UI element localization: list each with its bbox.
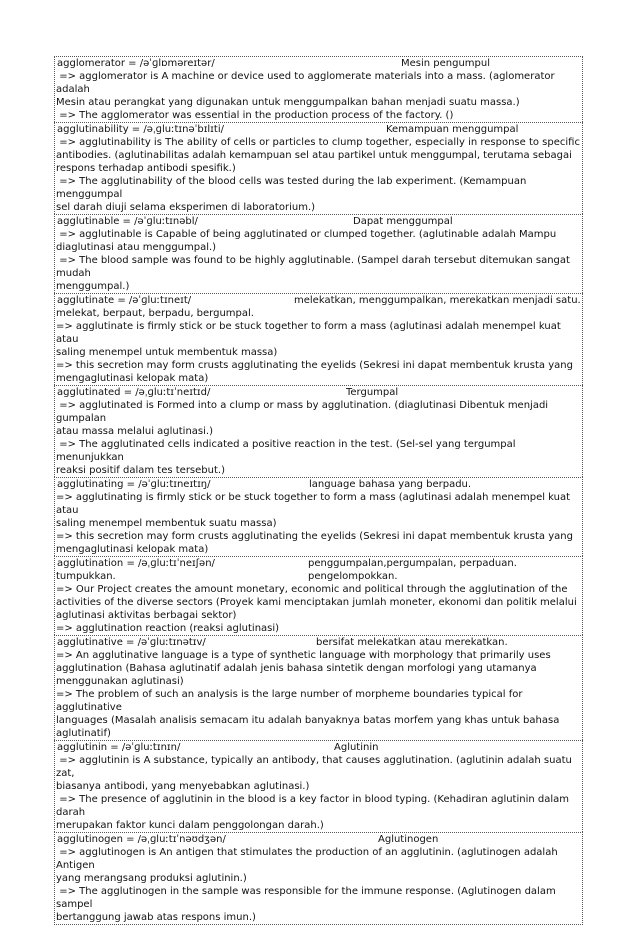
translation: melekatkan, menggumpalkan, merekatkan menjadi satu. [294, 295, 581, 306]
dictionary-entry [54, 214, 583, 293]
definition-line: diaglutinasi atau menggumpal.) [56, 242, 217, 253]
definition-line: => The presence of agglutinin in the blood is a key factor in blood typing. (Kehadiran aglutinin dalam darah [56, 794, 573, 818]
entry-heading [56, 294, 581, 307]
definition-line: => The agglutinogen in the sample was responsible for the immune response. (Aglutinogen dalam sampel [56, 886, 559, 910]
headword: agglutinating = /əˈɡluːtɪneɪtɪŋ/ [57, 479, 211, 490]
dictionary-entry [54, 635, 583, 740]
definition-line: => agglutinating is firmly stick or be stuck together to form a mass (aglutinasi adalah menempel kuat atau [56, 492, 574, 516]
entry-heading [56, 123, 581, 136]
definition-line: respons terhadap antibodi spesifik.) [56, 163, 236, 174]
definition-line: yang merangsang produksi aglutinin.) [56, 873, 247, 884]
definition-line: antibodies. (aglutinabilitas adalah kemampuan sel atau partikel untuk menggumpal, terutama sebagai [56, 150, 572, 161]
definition-line: => agglutinated is Formed into a clump or mass by agglutination. (diaglutinasi Dibentuk menjadi gumpalan [56, 400, 552, 424]
definition-line: bertanggung jawab atas respons imun.) [56, 912, 256, 923]
headword: agglomerator = /əˈɡlɒməreɪtər/ [57, 58, 215, 69]
definition-line: menggumpal.) [56, 281, 130, 292]
definition-line: => The agglutinability of the blood cells was tested during the lab experiment. (Kemampuan menggumpal [56, 176, 530, 200]
definition-line: saling menempel membentuk suatu massa) [56, 518, 277, 529]
definition-line: => agglutination reaction (reaksi aglutinasi) [56, 623, 280, 634]
definition-line: => agglutinin is A substance, typically an antibody, that causes agglutination. (aglutinin adalah suatu zat, [56, 755, 576, 779]
definition-line: aglutinatif) [56, 728, 111, 739]
definition-line: saling menempel untuk membentuk massa) [56, 347, 278, 358]
translation: Mesin pengumpul [401, 58, 491, 69]
entry-heading [56, 215, 581, 228]
entry-heading [56, 833, 581, 846]
definition-line: menggunakan aglutinasi) [56, 676, 184, 687]
entry-heading [56, 636, 581, 649]
dictionary-entry [54, 740, 583, 832]
definition-line: sel darah diuji selama eksperimen di laboratorium.) [56, 202, 316, 213]
dictionary-entry [54, 832, 583, 925]
definition-line: => agglutinate is firmly stick or be stuck together to form a mass (aglutinasi adalah menempel kuat atau [56, 321, 564, 345]
definition-line: aglutinasi aktivitas berbagai sektor) [56, 610, 237, 621]
definition-line: activities of the diverse sectors (Proyek kami menciptakan jumlah moneter, ekonomi dan politik melalui [56, 597, 577, 608]
translation: Aglutinogen [378, 834, 439, 845]
dictionary-sheet [54, 56, 583, 925]
definition-line: mengaglutinasi kelopak mata) [56, 373, 209, 384]
definition-line: melekat, berpaut, berpadu, bergumpal. [56, 308, 254, 319]
translation: Kemampuan menggumpal [386, 124, 519, 135]
dictionary-entry [54, 56, 583, 122]
headword: agglutinability = /əˌɡluːtɪnəˈbɪlɪti/ [57, 124, 224, 135]
definition-line: Mesin atau perangkat yang digunakan untuk menggumpalkan bahan menjadi suatu massa.) [56, 97, 520, 108]
definition-line: => The problem of such an analysis is the large number of morpheme boundaries typical for agglutinative [56, 689, 526, 713]
translation: bersifat melekatkan atau merekatkan. [316, 637, 508, 648]
translation: language bahasa yang berpadu. [309, 479, 472, 490]
headword: agglutinin = /əˈɡluːtɪnɪn/ [57, 742, 181, 753]
headword: agglutinogen = /əˌɡluːtɪˈnəʊdʒən/ [57, 834, 226, 845]
headword: agglutinable = /əˈɡluːtɪnəbl/ [57, 216, 198, 227]
definition-line: tumpukkan. [56, 571, 116, 582]
definition-line: => An agglutinative language is a type of synthetic language with morphology that primarily uses [56, 650, 551, 661]
definition-line: merupakan faktor kunci dalam penggolongan darah.) [56, 820, 324, 831]
dictionary-entry [54, 556, 583, 635]
definition-line: => The blood sample was found to be highly agglutinable. (Sampel darah tersebut ditemukan sangat mudah [56, 255, 574, 279]
definition-line: mengaglutinasi kelopak mata) [56, 544, 209, 555]
definition-line: languages (Masalah analisis semacam itu adalah banyaknya batas morfem yang khas untuk bahasa [56, 715, 560, 726]
headword: agglutination = /əˌɡluːtɪˈneɪʃən/ [57, 558, 215, 569]
definition-line: agglutination (Bahasa aglutinatif adalah jenis bahasa sintetik dengan morfologi yang utamanya [56, 663, 537, 674]
definition-line: => Our Project creates the amount monetary, economic and political through the agglutination of the [56, 584, 568, 595]
translation: Aglutinin [334, 742, 379, 753]
definition-line: => agglutinogen is An antigen that stimulates the production of an agglutinin. (aglutinogen adalah Antigen [56, 847, 561, 871]
headword: agglutinate = /əˈɡluːtɪneɪt/ [57, 295, 192, 306]
entry-heading [56, 386, 581, 399]
dictionary-entry [54, 477, 583, 556]
definition-line: => this secretion may form crusts agglutinating the eyelids (Sekresi ini dapat membentuk krusta yang [56, 360, 573, 371]
dictionary-entry [54, 293, 583, 385]
definition-line: => The agglomerator was essential in the production process of the factory. () [56, 110, 454, 121]
definition-line: => agglomerator is A machine or device used to agglomerate materials into a mass. (aglomerator adalah [56, 71, 558, 95]
definition-line: reaksi positif dalam tes tersebut.) [56, 465, 225, 476]
dictionary-entry [54, 122, 583, 214]
translation: Tergumpal [346, 387, 399, 398]
headword: agglutinated = /əˌɡluːtɪˈneɪtɪd/ [57, 387, 211, 398]
definition-line: => The agglutinated cells indicated a positive reaction in the test. (Sel-sel yang tergumpal menunjukkan [56, 439, 519, 463]
entry-heading [56, 478, 581, 491]
headword: agglutinative = /əˈɡluːtɪnətɪv/ [57, 637, 206, 648]
entry-heading [56, 741, 581, 754]
definition-line: atau massa melalui aglutinasi.) [56, 426, 213, 437]
definition-line: => agglutinable is Capable of being agglutinated or clumped together. (aglutinable adalah Mampu [56, 229, 557, 240]
definition-line: => this secretion may form crusts agglutinating the eyelids (Sekresi ini dapat membentuk krusta yang [56, 531, 573, 542]
translation: Dapat menggumpal [353, 216, 453, 227]
entry-heading [56, 57, 581, 70]
translation: penggumpalan,pergumpalan, perpaduan. pengelompokkan. [308, 558, 521, 582]
dictionary-entry [54, 385, 583, 477]
definition-line: biasanya antibodi, yang menyebabkan aglutinasi.) [56, 781, 310, 792]
definition-line: => agglutinability is The ability of cells or particles to clump together, especially in response to specific [56, 137, 580, 148]
